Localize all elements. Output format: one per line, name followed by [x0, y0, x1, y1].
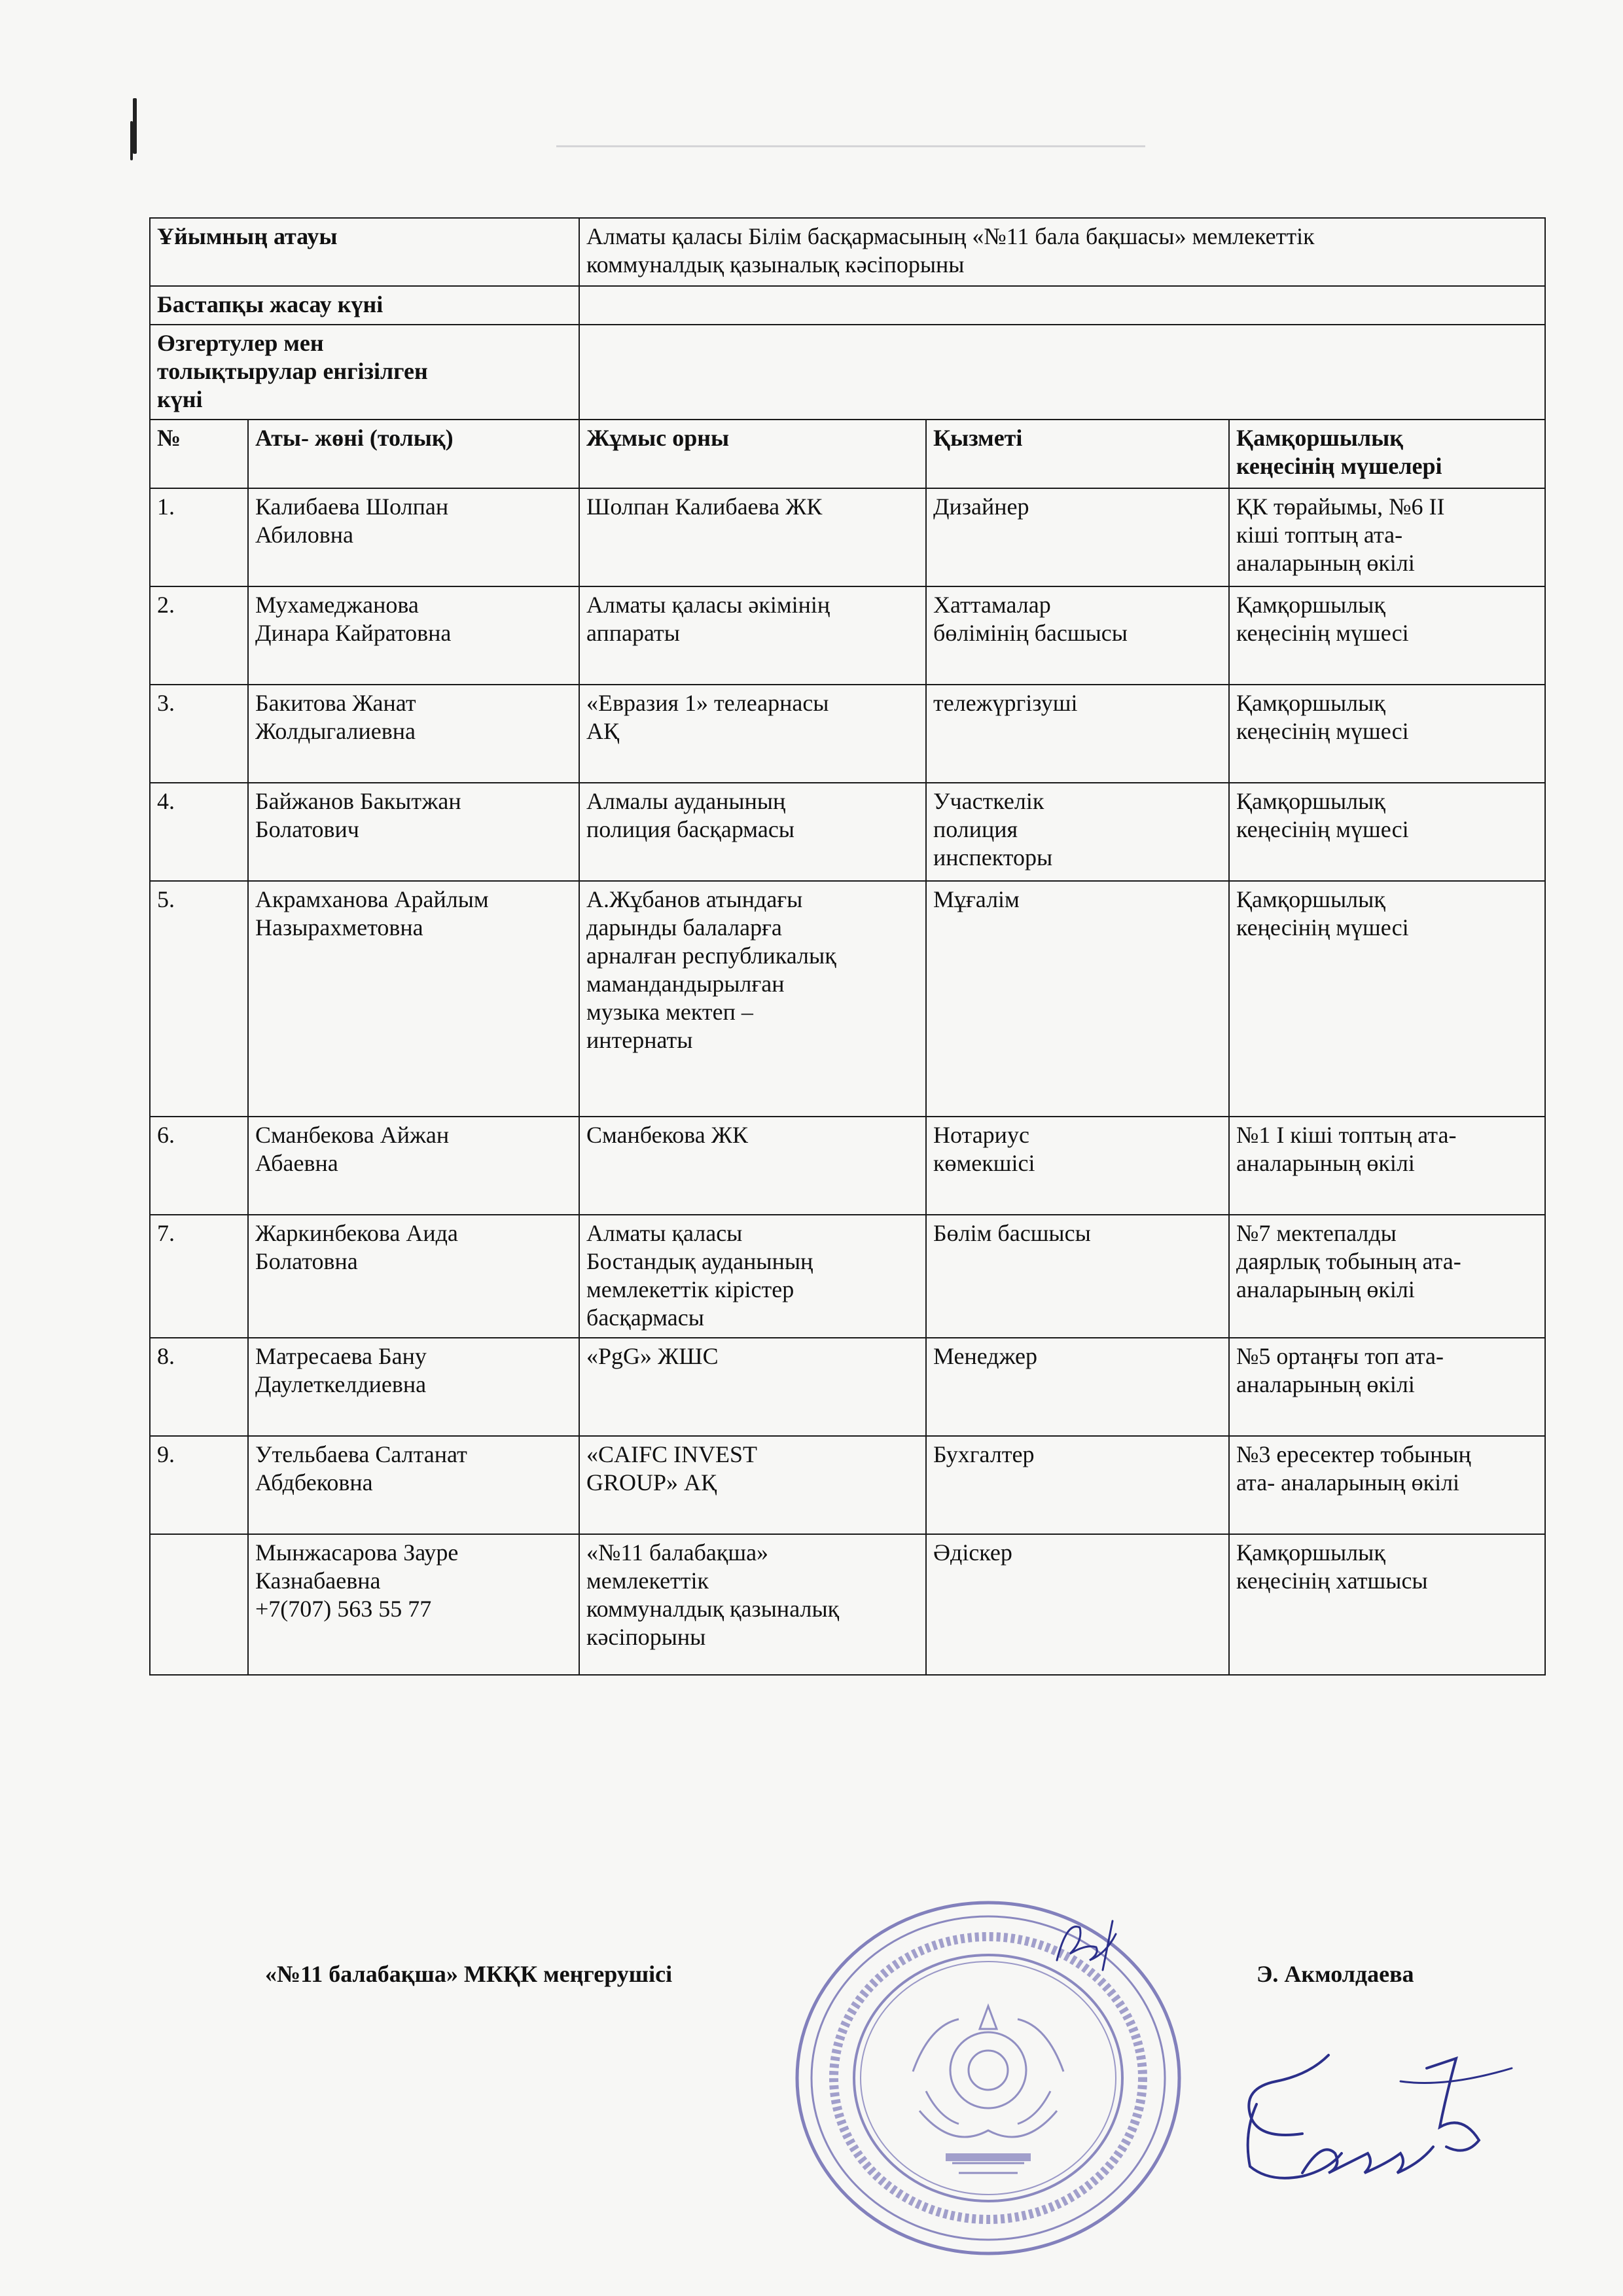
table-row: [150, 586, 1545, 685]
row-num: [150, 1534, 248, 1675]
row-position: [926, 586, 1229, 685]
row-name: [248, 488, 579, 586]
row-name: [248, 1436, 579, 1534]
row-work-line: полиция басқармасы: [586, 816, 794, 842]
row-position-line: тележүргізуші: [933, 690, 1078, 716]
org-row: [150, 218, 1545, 286]
row-num: 7.: [150, 1215, 248, 1338]
header-num: №: [150, 420, 248, 488]
director-title: «№11 балабақша» МКҚК меңгерушісі: [265, 1961, 673, 1987]
row-role-line: №7 мектепалды: [1236, 1220, 1397, 1246]
advisory-board-table: [149, 217, 1546, 1676]
director-name: Э. Акмолдаева: [1257, 1961, 1414, 1987]
row-role-line: кеңесінің хатшысы: [1236, 1568, 1428, 1594]
header-name: Аты- жөні (толық): [248, 420, 579, 488]
row-work-line: Шолпан Калибаева ЖК: [586, 493, 823, 520]
row-role-line: даярлық тобының ата-: [1236, 1248, 1461, 1274]
scan-mark: [130, 121, 133, 160]
row-name: [248, 1215, 579, 1338]
row-position: [926, 1436, 1229, 1534]
table-row: [150, 1215, 1545, 1338]
row-role-line: аналарының өкілі: [1236, 1150, 1415, 1176]
created-value: [579, 286, 1545, 325]
row-role-line: Қамқоршылық: [1236, 788, 1385, 814]
row-role-line: Қамқоршылық: [1236, 886, 1385, 912]
row-work-line: А.Жұбанов атындағы: [586, 886, 803, 912]
table-row: [150, 783, 1545, 881]
org-value-line: Алматы қаласы Білім басқармасының «№11 бала бақшасы» мемлекеттік: [586, 223, 1315, 249]
row-num: 1.: [150, 488, 248, 586]
row-position-line: Менеджер: [933, 1343, 1037, 1369]
row-num: 6.: [150, 1117, 248, 1215]
row-work-line: коммуналдық қазыналық: [586, 1596, 840, 1622]
row-work-line: мемлекеттік: [586, 1568, 709, 1594]
row-work: [579, 1117, 926, 1215]
row-work-line: Алматы қаласы: [586, 1220, 743, 1246]
row-role: [1229, 1117, 1545, 1215]
row-work: [579, 1436, 926, 1534]
row-name-line: Мынжасарова Зауре: [255, 1539, 459, 1566]
row-role-line: Қамқоршылық: [1236, 592, 1385, 618]
row-work-line: Бостандық ауданының: [586, 1248, 813, 1274]
table-row: [150, 1436, 1545, 1534]
row-name-line: Назырахметовна: [255, 914, 423, 941]
row-position: [926, 488, 1229, 586]
row-role-line: Қамқоршылық: [1236, 690, 1385, 716]
org-value-line: коммуналдық қазыналық кәсіпорыны: [586, 251, 965, 278]
row-name-line: Абиловна: [255, 522, 353, 548]
row-work: [579, 783, 926, 881]
row-work-line: «PgG» ЖШС: [586, 1343, 719, 1369]
row-work-line: Алмалы ауданының: [586, 788, 786, 814]
row-name-line: Болатовна: [255, 1248, 358, 1274]
row-position-line: Бухгалтер: [933, 1441, 1035, 1467]
row-role-line: ата- аналарының өкілі: [1236, 1469, 1460, 1496]
header-role-line: кеңесінің мүшелері: [1236, 453, 1442, 479]
row-role-line: аналарының өкілі: [1236, 1276, 1415, 1302]
changes-label-line: Өзгертулер мен: [157, 330, 324, 356]
row-work-line: музыка мектеп –: [586, 999, 753, 1025]
row-role: [1229, 586, 1545, 685]
row-role: [1229, 488, 1545, 586]
row-position-line: Хаттамалар: [933, 592, 1051, 618]
row-name: [248, 1338, 579, 1436]
row-name-line: Жолдыгалиевна: [255, 718, 416, 744]
row-name: [248, 685, 579, 783]
row-name-line: Даулеткелдиевна: [255, 1371, 427, 1397]
row-work-line: мемлекеттік кірістер: [586, 1276, 794, 1302]
row-position: [926, 685, 1229, 783]
row-name-line: Калибаева Шолпан: [255, 493, 449, 520]
created-row: [150, 286, 1545, 325]
row-work: [579, 685, 926, 783]
table-row: [150, 685, 1545, 783]
row-role: [1229, 685, 1545, 783]
row-name: [248, 1534, 579, 1675]
bleed-through-line: [556, 145, 1145, 147]
scan-mark: [133, 98, 137, 154]
changes-row: [150, 325, 1545, 420]
header-row: [150, 420, 1545, 488]
initials-signature-icon: [1050, 1914, 1129, 1973]
row-num: 9.: [150, 1436, 248, 1534]
row-work-line: GROUP» АҚ: [586, 1469, 717, 1496]
row-work-line: дарынды балаларға: [586, 914, 782, 941]
row-work-line: арналған республикалық: [586, 942, 836, 969]
row-work-line: басқармасы: [586, 1304, 704, 1331]
table-row: [150, 881, 1545, 1117]
row-name: [248, 783, 579, 881]
row-role-line: кеңесінің мүшесі: [1236, 816, 1409, 842]
row-position: [926, 1534, 1229, 1675]
changes-label-line: күні: [157, 386, 203, 412]
row-role: [1229, 1215, 1545, 1338]
row-position-line: Дизайнер: [933, 493, 1029, 520]
row-role-line: аналарының өкілі: [1236, 1371, 1415, 1397]
row-role-line: кіші топтың ата-: [1236, 522, 1403, 548]
row-role-line: №1 І кіші топтың ата-: [1236, 1122, 1457, 1148]
row-role: [1229, 1534, 1545, 1675]
row-position: [926, 1117, 1229, 1215]
row-work: [579, 881, 926, 1117]
row-role-line: №3 ересектер тобының: [1236, 1441, 1471, 1467]
row-name: [248, 586, 579, 685]
row-work-line: Сманбекова ЖК: [586, 1122, 749, 1148]
row-position-line: полиция: [933, 816, 1018, 842]
row-role: [1229, 1338, 1545, 1436]
row-role-line: ҚК төрайымы, №6 ІІ: [1236, 493, 1445, 520]
row-work-line: мамандандырылған: [586, 971, 785, 997]
row-name-line: +7(707) 563 55 77: [255, 1596, 432, 1622]
header-role-line: Қамқоршылық: [1236, 425, 1403, 451]
org-value: [579, 218, 1545, 286]
row-work: [579, 1534, 926, 1675]
row-num: 3.: [150, 685, 248, 783]
row-num: 2.: [150, 586, 248, 685]
row-name-line: Казнабаевна: [255, 1568, 381, 1594]
header-work: Жұмыс орны: [579, 420, 926, 488]
row-role-line: №5 ортаңғы топ ата-: [1236, 1343, 1444, 1369]
row-work-line: АҚ: [586, 718, 620, 744]
row-work-line: Алматы қаласы әкімінің: [586, 592, 830, 618]
row-work: [579, 1338, 926, 1436]
row-position-line: Мұғалім: [933, 886, 1020, 912]
row-name: [248, 1117, 579, 1215]
row-name-line: Жаркинбекова Аида: [255, 1220, 458, 1246]
changes-label-line: толықтырулар енгізілген: [157, 358, 428, 384]
row-position: [926, 881, 1229, 1117]
row-role-line: кеңесінің мүшесі: [1236, 620, 1409, 646]
row-name: [248, 881, 579, 1117]
table-row: [150, 1117, 1545, 1215]
header-role: [1229, 420, 1545, 488]
row-work: [579, 586, 926, 685]
row-name-line: Утельбаева Салтанат: [255, 1441, 467, 1467]
row-work-line: «Евразия 1» телеарнасы: [586, 690, 829, 716]
row-role-line: аналарының өкілі: [1236, 550, 1415, 576]
row-name-line: Бакитова Жанат: [255, 690, 416, 716]
table-row: [150, 488, 1545, 586]
row-position-line: бөлімінің басшысы: [933, 620, 1128, 646]
row-name-line: Акрамханова Арайлым: [255, 886, 489, 912]
row-name-line: Болатович: [255, 816, 359, 842]
row-position-line: Бөлім басшысы: [933, 1220, 1091, 1246]
row-position-line: инспекторы: [933, 844, 1053, 870]
row-position-line: Нотариус: [933, 1122, 1029, 1148]
row-work-line: аппараты: [586, 620, 680, 646]
row-role-line: Қамқоршылық: [1236, 1539, 1385, 1566]
row-name-line: Абдбековна: [255, 1469, 373, 1496]
row-name-line: Сманбекова Айжан: [255, 1122, 450, 1148]
row-role: [1229, 1436, 1545, 1534]
header-position: Қызметі: [926, 420, 1229, 488]
row-name-line: Абаевна: [255, 1150, 338, 1176]
row-work-line: «№11 балабақша»: [586, 1539, 769, 1566]
row-work-line: интернаты: [586, 1027, 693, 1053]
row-position: [926, 783, 1229, 881]
table-row: [150, 1534, 1545, 1675]
table-row: [150, 1338, 1545, 1436]
created-label: Бастапқы жасау күні: [150, 286, 579, 325]
row-name-line: Динара Кайратовна: [255, 620, 452, 646]
row-position-line: Әдіскер: [933, 1539, 1012, 1566]
row-position: [926, 1338, 1229, 1436]
row-work-line: кәсіпорыны: [586, 1624, 706, 1650]
director-signature-icon: [1230, 2042, 1518, 2193]
row-role-line: кеңесінің мүшесі: [1236, 718, 1409, 744]
org-label: Ұйымның атауы: [150, 218, 579, 286]
row-work: [579, 488, 926, 586]
row-num: 8.: [150, 1338, 248, 1436]
row-num: 5.: [150, 881, 248, 1117]
changes-label: [150, 325, 579, 420]
row-position-line: Участкелік: [933, 788, 1044, 814]
row-role: [1229, 783, 1545, 881]
row-name-line: Матресаева Бану: [255, 1343, 427, 1369]
row-work-line: «CAIFC INVEST: [586, 1441, 758, 1467]
row-position-line: көмекшісі: [933, 1150, 1035, 1176]
row-role-line: кеңесінің мүшесі: [1236, 914, 1409, 941]
row-name-line: Байжанов Бакытжан: [255, 788, 461, 814]
changes-value: [579, 325, 1545, 420]
row-role: [1229, 881, 1545, 1117]
row-work: [579, 1215, 926, 1338]
row-name-line: Мухамеджанова: [255, 592, 419, 618]
row-num: 4.: [150, 783, 248, 881]
row-position: [926, 1215, 1229, 1338]
